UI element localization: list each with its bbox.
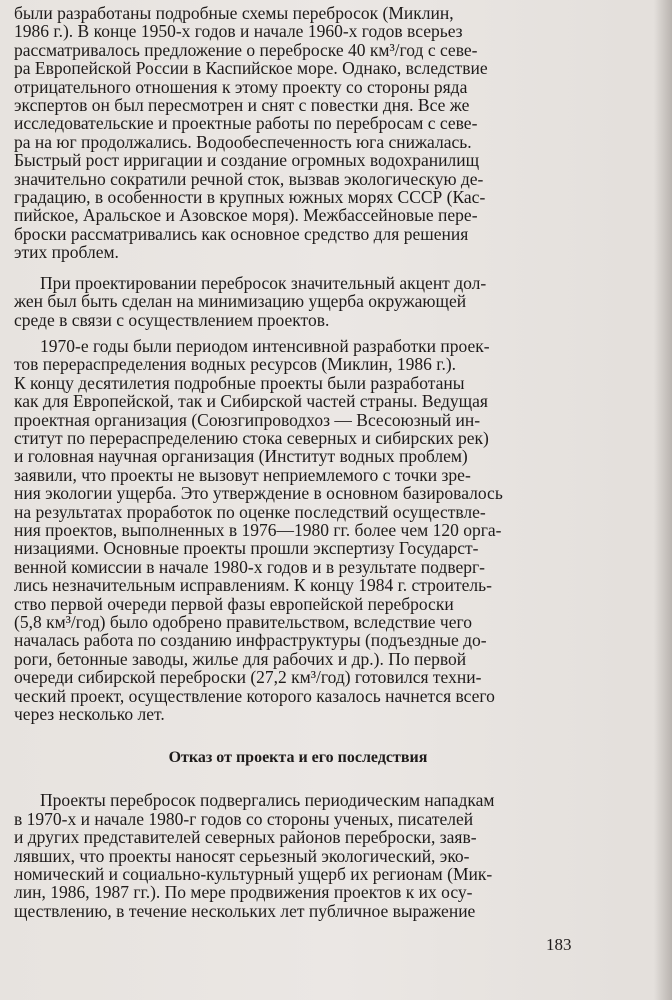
text-line: ститут по перераспределению стока северных и сибирских рек) (14, 427, 489, 448)
text-line: были разработаны подробные схемы перебросок (Миклин, (14, 3, 454, 23)
text-line: ществлению, в течение нескольких лет публичное выражение (14, 900, 476, 921)
text-line: Проекты перебросок подвергались периодическим нападкам (40, 790, 495, 811)
text-line: (5,8 км³/год) было одобрено правительством, вследствие чего (14, 612, 472, 632)
text-line: ния проектов, выполненных в 1976—1980 гг. более чем 120 орга- (14, 519, 502, 540)
text-line: через несколько лет. (14, 704, 165, 725)
text-line: градацию, в особенности в крупных южных морях СССР (Кас- (14, 187, 486, 208)
text-line: роги, бетонные заводы, жилье для рабочих и др.). По первой (14, 648, 467, 669)
book-spine-shadow (654, 0, 672, 1000)
paragraph-2 (14, 274, 582, 329)
text-line: в 1970-х и начале 1980-г годов со стороны ученых, писателей (14, 808, 474, 829)
text-line: началась работа по созданию инфраструктуры (подъездные до- (14, 630, 487, 651)
text-line: очереди сибирской переброски (27,2 км³/год) готовился техни- (14, 667, 482, 688)
paragraph-1 (14, 4, 582, 262)
text-line: броски рассматривались как основное средство для решения (14, 223, 469, 244)
text-line: ра на юг продолжались. Водообеспеченность юга снижалась. (14, 131, 472, 152)
text-line: пийское, Аральское и Азовское моря). Межбассейновые пере- (14, 205, 478, 226)
text-line: номический и социально-культурный ущерб их регионам (Мик- (14, 864, 493, 885)
paragraph-3 (14, 337, 582, 724)
text-line: ство первой очереди первой фазы европейской переброски (14, 593, 454, 614)
text-line: как для Европейской, так и Сибирской частей страны. Ведущая (14, 391, 488, 412)
text-line: ческий проект, осуществление которого казалось начнется всего (14, 685, 495, 706)
text-line: Быстрый рост ирригации и создание огромных водохранилищ (14, 150, 480, 171)
text-line: на результатах проработок по оценке последствий осуществле- (14, 501, 486, 522)
text-line: и головная научная организация (Институт водных проблем) (14, 446, 468, 467)
text-line: рассматривалось предложение о переброске 40 км³/год с севе- (14, 39, 478, 60)
text-line: 1986 г.). В конце 1950-х годов и начале 1960-х годов всерьез (14, 21, 463, 42)
text-column (14, 4, 582, 920)
paragraph-4 (14, 791, 582, 920)
text-line: и других представителей северных районов переброски, заяв- (14, 827, 477, 848)
text-line: лись незначительным исправлениям. К концу 1984 г. строитель- (14, 575, 492, 596)
text-line: экспертов он был пересмотрен и снят с повестки дня. Все же (14, 95, 470, 116)
text-line: низациями. Основные проекты прошли экспертизу Государст- (14, 538, 479, 559)
text-line: этих проблем. (14, 242, 119, 263)
section-heading: Отказ от проекта и его последствия (168, 749, 428, 767)
text-line: жен был быть сделан на минимизацию ущерба окружающей (14, 291, 467, 312)
text-line: лявших, что проекты наносят серьезный экологический, эко- (14, 845, 470, 866)
text-line: значительно сократили речной сток, вызвав экологическую де- (14, 168, 484, 189)
text-line: ния экологии ущерба. Это утверждение в основном базировалось (14, 483, 503, 504)
text-line: лин, 1986, 1987 гг.). По мере продвижения проектов к их осу- (14, 882, 473, 903)
text-line: тов перераспределения водных ресурсов (Миклин, 1986 г.). (14, 354, 457, 375)
text-line: заявили, что проекты не вызовут неприемлемого с точки зре- (14, 464, 471, 485)
text-line: К концу десятилетия подробные проекты были разработаны (14, 372, 465, 393)
text-line: отрицательного отношения к этому проекту со стороны ряда (14, 76, 468, 97)
text-line: венной комиссии в начале 1980-х годов и в результате подверг- (14, 556, 486, 577)
text-line: среде в связи с осуществлением проектов. (14, 309, 330, 330)
text-line: При проектировании перебросок значительный акцент дол- (40, 272, 487, 293)
text-line: проектная организация (Союзгипроводхоз — Всесоюзный ин- (14, 409, 481, 430)
text-line: исследовательские и проектные работы по перебросам с севе- (14, 113, 478, 134)
page-number: 183 (546, 935, 572, 954)
text-line: 1970-е годы были периодом интенсивной разработки проек- (40, 335, 490, 356)
text-line: ра Европейской России в Каспийское море. Однако, вследствие (14, 58, 488, 79)
